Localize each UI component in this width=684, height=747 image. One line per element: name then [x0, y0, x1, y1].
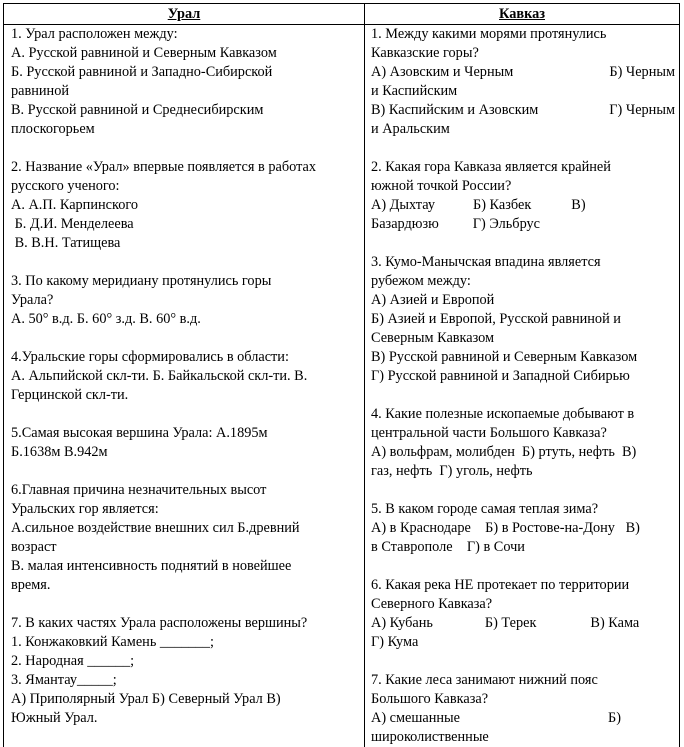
answer-option: Г) Русской равниной и Западной Сибирью	[371, 368, 630, 384]
answer-option: А) Азовским и Черным	[371, 64, 514, 80]
fill-in-item: 1. Конжаковкий Камень _______;	[11, 634, 214, 650]
quiz-table	[3, 3, 680, 747]
question-text: 1. Урал расположен между:	[11, 26, 178, 42]
caucasus-question-4	[371, 405, 675, 481]
question-text: 3. По какому меридиану протянулись горы	[11, 273, 272, 289]
ural-question-6	[11, 481, 360, 595]
caucasus-question-7	[371, 671, 675, 747]
answer-option: Южный Урал.	[11, 710, 98, 726]
ural-question-5	[11, 424, 360, 462]
question-text: 2. Какая гора Кавказа является крайней	[371, 159, 611, 175]
question-text: 2. Название «Урал» впервые появляется в работах	[11, 159, 317, 175]
question-text: 6.Главная причина незначительных высот	[11, 482, 267, 498]
answer-option: Б) Азией и Европой, Русской равниной и	[371, 311, 621, 327]
answer-option: А. Русской равниной и Северным Кавказом	[11, 45, 277, 61]
caucasus-header: Кавказ	[365, 4, 679, 25]
ural-question-2	[11, 158, 360, 253]
answer-option: А. Альпийской скл-ти. Б. Байкальской скл-ти. В.	[11, 368, 308, 384]
question-text: Урала?	[11, 292, 54, 308]
answer-row	[371, 709, 675, 728]
question-text: 5. В каком городе самая теплая зима?	[371, 501, 599, 517]
ural-column	[4, 4, 365, 747]
caucasus-question-5	[371, 500, 675, 557]
ural-question-7	[11, 614, 360, 728]
question-text: Кавказские горы?	[371, 45, 479, 61]
caucasus-question-3	[371, 253, 675, 386]
answer-option: В)	[571, 197, 586, 213]
answer-option: А) Дыхтау	[371, 197, 436, 213]
answer-option: Г) Кума	[371, 634, 419, 650]
answer-option: Г) Черным	[609, 102, 675, 118]
answer-option: В) Русской равниной и Северным Кавказом	[371, 349, 638, 365]
answer-option: В) Каспийским и Азовским	[371, 102, 539, 118]
answer-option: А) вольфрам, молибден Б) ртуть, нефть В)	[371, 444, 637, 460]
answer-option: плоскогорьем	[11, 121, 95, 137]
caucasus-question-1	[371, 25, 675, 139]
question-text: южной точкой России?	[371, 178, 512, 194]
question-text: 4. Какие полезные ископаемые добывают в	[371, 406, 635, 422]
answer-option: В. малая интенсивность поднятий в новейшее	[11, 558, 292, 574]
answer-option: Б. Русской равниной и Западно-Сибирской	[11, 64, 273, 80]
ural-question-1	[11, 25, 360, 139]
answer-option: А. А.П. Карпинского	[11, 197, 139, 213]
answer-option: газ, нефть Г) уголь, нефть	[371, 463, 533, 479]
answer-option: А) Приполярный Урал Б) Северный Урал В)	[11, 691, 281, 707]
answer-option: В) Кама	[590, 615, 640, 631]
answer-row	[371, 215, 675, 234]
question-text: Большого Кавказа?	[371, 691, 489, 707]
answer-option: В. В.Н. Татищева	[11, 235, 121, 251]
answer-option: Герцинской скл-ти.	[11, 387, 129, 403]
question-text: Северного Кавказа?	[371, 596, 493, 612]
answer-option: возраст	[11, 539, 57, 555]
answer-option: Б) Черным	[609, 64, 675, 80]
answer-option: А) смешанные	[371, 710, 461, 726]
answer-option: и Аральским	[371, 121, 450, 137]
question-text: 7. В каких частях Урала расположены вершины?	[11, 615, 308, 631]
answer-option: Северным Кавказом	[371, 330, 495, 346]
ural-question-4	[11, 348, 360, 405]
answer-option: А.сильное воздействие внешних сил Б.древний	[11, 520, 300, 536]
question-text: 1. Между какими морями протянулись	[371, 26, 607, 42]
answer-option: время.	[11, 577, 51, 593]
caucasus-question-6	[371, 576, 675, 652]
question-text: русского ученого:	[11, 178, 120, 194]
answer-option: Б) Казбек	[473, 197, 532, 213]
fill-in-item: 3. Ямантау_____;	[11, 672, 117, 688]
answer-option: в Ставрополе Г) в Сочи	[371, 539, 525, 555]
answer-option: Г) Эльбрус	[472, 216, 541, 232]
answer-row	[371, 101, 675, 120]
caucasus-question-2	[371, 158, 675, 234]
ural-question-3	[11, 272, 360, 329]
answer-option: равниной	[11, 83, 69, 99]
question-text: рубежом между:	[371, 273, 471, 289]
answer-option: Б. Д.И. Менделеева	[11, 216, 134, 232]
question-text: 3. Кумо-Манычская впадина является	[371, 254, 601, 270]
fill-in-item: 2. Народная ______;	[11, 653, 135, 669]
answer-option: Б)	[608, 710, 621, 726]
question-text: центральной части Большого Кавказа?	[371, 425, 607, 441]
answer-option: Базардюзю	[371, 216, 439, 232]
answer-option: и Каспийским	[371, 83, 458, 99]
question-text: 5.Самая высокая вершина Урала: А.1895м	[11, 425, 268, 441]
answer-option: А. 50° в.д. Б. 60° з.д. В. 60° в.д.	[11, 311, 201, 327]
answer-option: Б) Терек	[484, 615, 537, 631]
answer-row	[371, 63, 675, 82]
question-text: 6. Какая река НЕ протекает по территории	[371, 577, 630, 593]
answer-row	[371, 196, 675, 215]
answer-option: А) Кубань	[371, 615, 433, 631]
answer-option: В. Русской равниной и Среднесибирским	[11, 102, 264, 118]
caucasus-column	[365, 4, 679, 747]
answer-option: широколиственные	[371, 729, 489, 745]
question-text: 7. Какие леса занимают нижний пояс	[371, 672, 598, 688]
question-text: 4.Уральские горы сформировались в области:	[11, 349, 289, 365]
answer-row	[371, 614, 675, 633]
question-text: Уральских гор является:	[11, 501, 159, 517]
answer-option: А) в Краснодаре Б) в Ростове-на-Дону В)	[371, 520, 640, 536]
answer-option: А) Азией и Европой	[371, 292, 495, 308]
ural-header: Урал	[4, 4, 364, 25]
answer-option: Б.1638м В.942м	[11, 444, 108, 460]
